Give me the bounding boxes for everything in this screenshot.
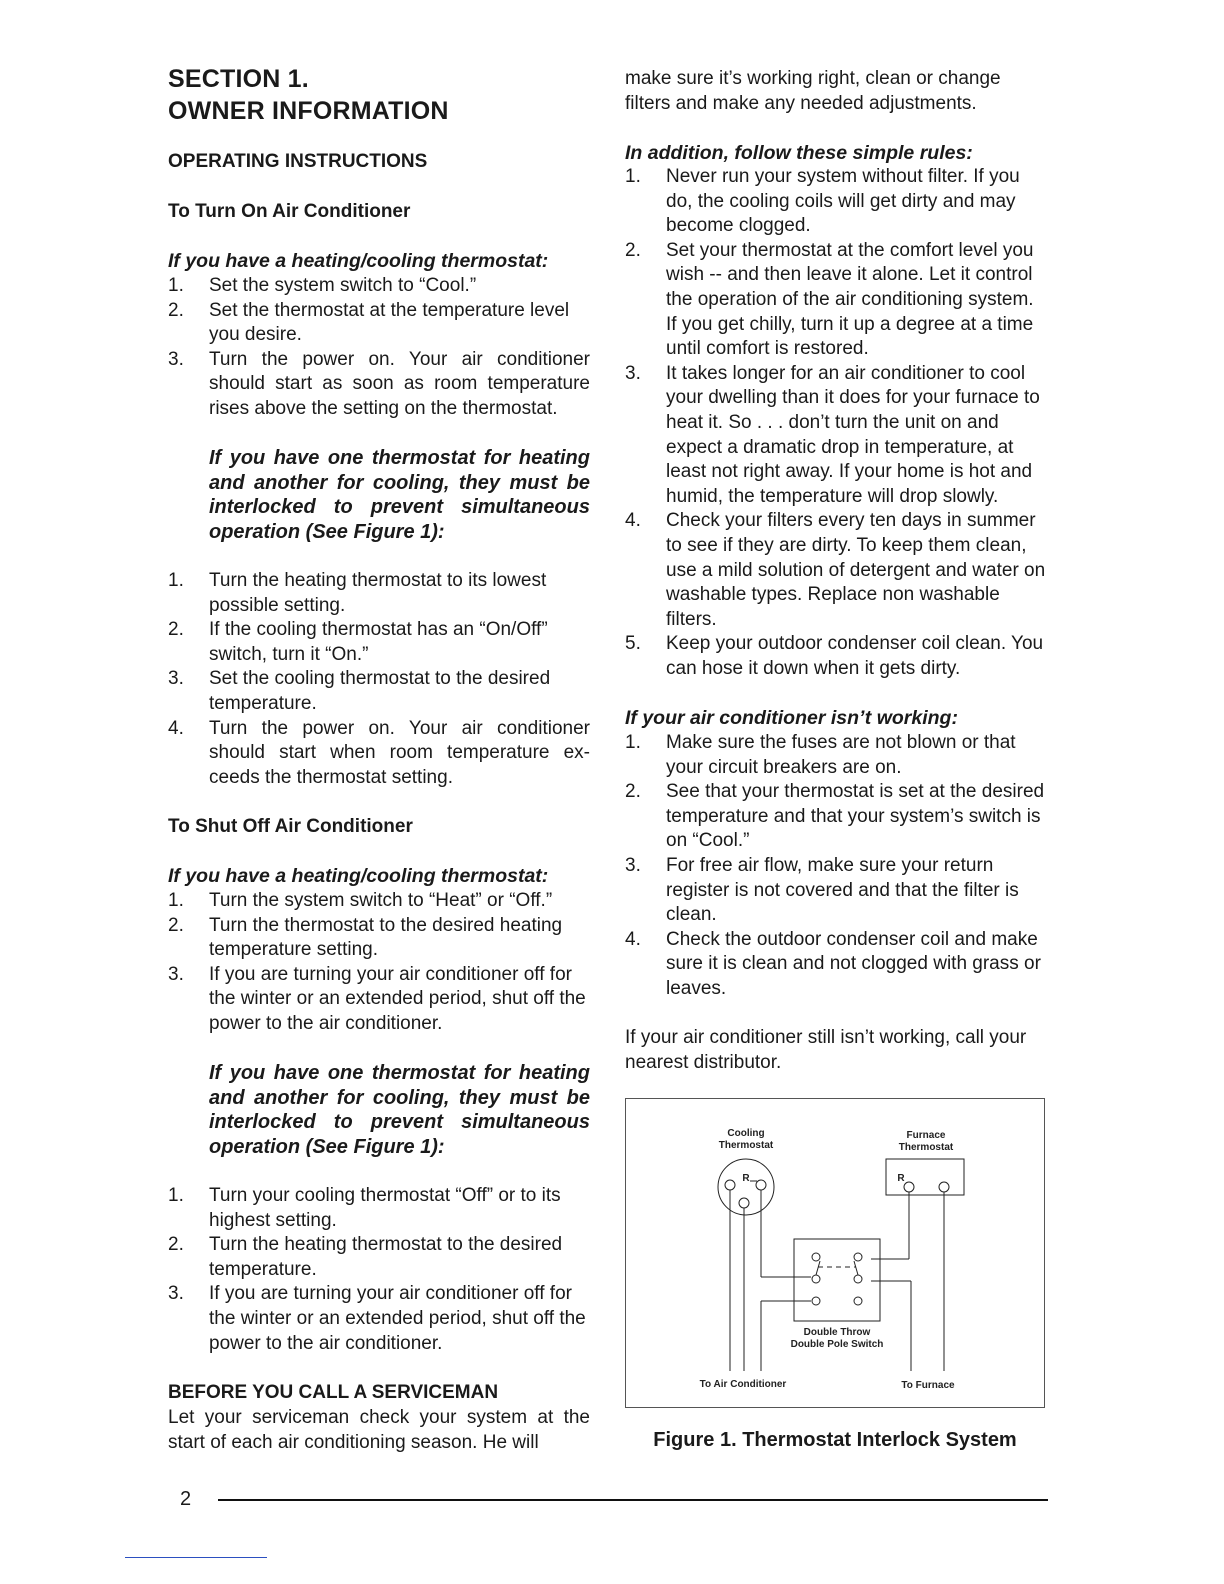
not-working-steps [625, 731, 1047, 1002]
list-item: 1. Make sure the fuses are not blown or that your circuit breakers are on. [625, 732, 1016, 778]
list-item: 1. Turn the system switch to “Heat” or “Off.” [168, 890, 553, 911]
list-item: 1. Set the system switch to “Cool.” [168, 275, 477, 296]
turn-on-interlock-steps [168, 569, 590, 790]
list-item: 3. Turn the power on. Your air conditioner should start as soon as room temperature rises above the setting on the thermostat. [168, 348, 590, 419]
list-item: 4. Turn the power on. Your air conditioner should start when room temperature ex-ceeds the thermostat setting. [168, 717, 590, 788]
cooling-terminal-r: R [742, 1173, 750, 1184]
turn-on-heading: To Turn On Air Conditioner [168, 201, 411, 222]
shut-off-interlock-heading: If you have one thermostat for heating and another for cooling, they must be interlocked to prevent simultaneous operation (See Figure 1): [209, 1062, 590, 1158]
furnace-label-line2: Thermostat [898, 1142, 954, 1153]
list-item: 1. Turn the heating thermostat to its lowest possible setting. [168, 570, 547, 616]
turn-on-heat-cool-heading: If you have a heating/cooling thermostat: [168, 250, 549, 272]
turn-on-interlock-heading: If you have one thermostat for heating and another for cooling, they must be interlocked to prevent simultaneous operation (See Figure 1): [209, 447, 590, 543]
list-item: 3. It takes longer for an air conditioner to cool your dwelling than it does for your furnace to heat it. So . . . don’t turn the unit on and expect a dramatic drop in temperature, at least not right away. If your home is hot and humid, the temperature will drop slowly. [625, 362, 1040, 507]
link-underline [125, 1557, 267, 1558]
serviceman-heading: BEFORE YOU CALL A SERVICEMAN [168, 1382, 499, 1403]
list-item: 1. Never run your system without filter. If you do, the cooling coils will get dirty and may become clogged. [625, 166, 1020, 237]
list-item: 3. Set the cooling thermostat to the desired temperature. [168, 668, 551, 714]
list-item: 3. If you are turning your air conditioner off for the winter or an extended period, shut off the power to the air conditioner. [168, 963, 586, 1034]
furnace-label-line1: Furnace [906, 1130, 946, 1141]
page-number: 2 [180, 1488, 192, 1510]
list-item: 2. Turn the thermostat to the desired heating temperature setting. [168, 914, 563, 961]
wiring-diagram-svg [626, 1099, 1046, 1409]
section-number: SECTION 1. [168, 65, 309, 93]
to-furnace-label: To Furnace [901, 1380, 955, 1391]
rules-steps [625, 165, 1047, 681]
serviceman-intro-left: Let your serviceman check your system at the start of each air conditioning season. He will [168, 1407, 590, 1453]
turn-on-heat-cool-steps [168, 274, 590, 422]
shut-off-heat-cool-heading: If you have a heating/cooling thermostat: [168, 865, 549, 887]
cooling-label-line1: Cooling [727, 1128, 765, 1139]
shut-off-heading: To Shut Off Air Conditioner [168, 816, 413, 837]
list-item: 1. Turn your cooling thermostat “Off” or to its highest setting. [168, 1185, 561, 1231]
list-item: 2. See that your thermostat is set at the desired temperature and that your system’s switch is on “Cool.” [625, 781, 1045, 852]
double-pole-switch-icon [794, 1239, 880, 1321]
furnace-terminal-r: R [897, 1173, 905, 1184]
list-item: 4. Check your filters every ten days in summer to see if they are dirty. To keep them clean, use a mild solution of detergent and water on washable types. Replace non washable filters. [625, 510, 1046, 630]
section-title: OWNER INFORMATION [168, 97, 449, 125]
operating-instructions-heading: OPERATING INSTRUCTIONS [168, 151, 428, 172]
list-item: 3. If you are turning your air conditioner off for the winter or an extended period, shut off the power to the air conditioner. [168, 1283, 586, 1354]
figure-caption: Figure 1. Thermostat Interlock System [653, 1429, 1017, 1451]
list-item: 2. Set the thermostat at the temperature level you desire. [168, 299, 570, 346]
serviceman-intro-right: make sure it’s working right, clean or change filters and make any needed adjustments. [625, 68, 1001, 114]
shut-off-heat-cool-steps [168, 889, 590, 1037]
not-working-closing: If your air conditioner still isn’t working, call your nearest distributor. [625, 1027, 1027, 1073]
shut-off-interlock-steps [168, 1184, 590, 1356]
list-item: 5. Keep your outdoor condenser coil clean. You can hose it down when it gets dirty. [625, 633, 1044, 679]
list-item: 2. Turn the heating thermostat to the desired temperature. [168, 1234, 563, 1280]
to-ac-label: To Air Conditioner [699, 1379, 787, 1390]
thermostat-interlock-diagram [625, 1098, 1045, 1408]
list-item: 4. Check the outdoor condenser coil and make sure it is clean and not clogged with grass or leaves. [625, 928, 1041, 999]
list-item: 2. If the cooling thermostat has an “On/Off” switch, turn it “On.” [168, 619, 548, 665]
cooling-label-line2: Thermostat [718, 1140, 774, 1151]
switch-label-line1: Double Throw [803, 1327, 871, 1338]
not-working-heading: If your air conditioner isn’t working: [625, 707, 958, 729]
list-item: 2. Set your thermostat at the comfort level you wish -- and then leave it alone. Let it control the operation of the air conditioning system. If you get chilly, turn it up a degree at a time until comfort is restored. [625, 239, 1034, 360]
footer-rule [218, 1499, 1048, 1501]
list-item: 3. For free air flow, make sure your return register is not covered and that the filter is clean. [625, 854, 1019, 926]
switch-label-line2: Double Pole Switch [790, 1339, 884, 1350]
rules-heading: In addition, follow these simple rules: [625, 142, 973, 164]
